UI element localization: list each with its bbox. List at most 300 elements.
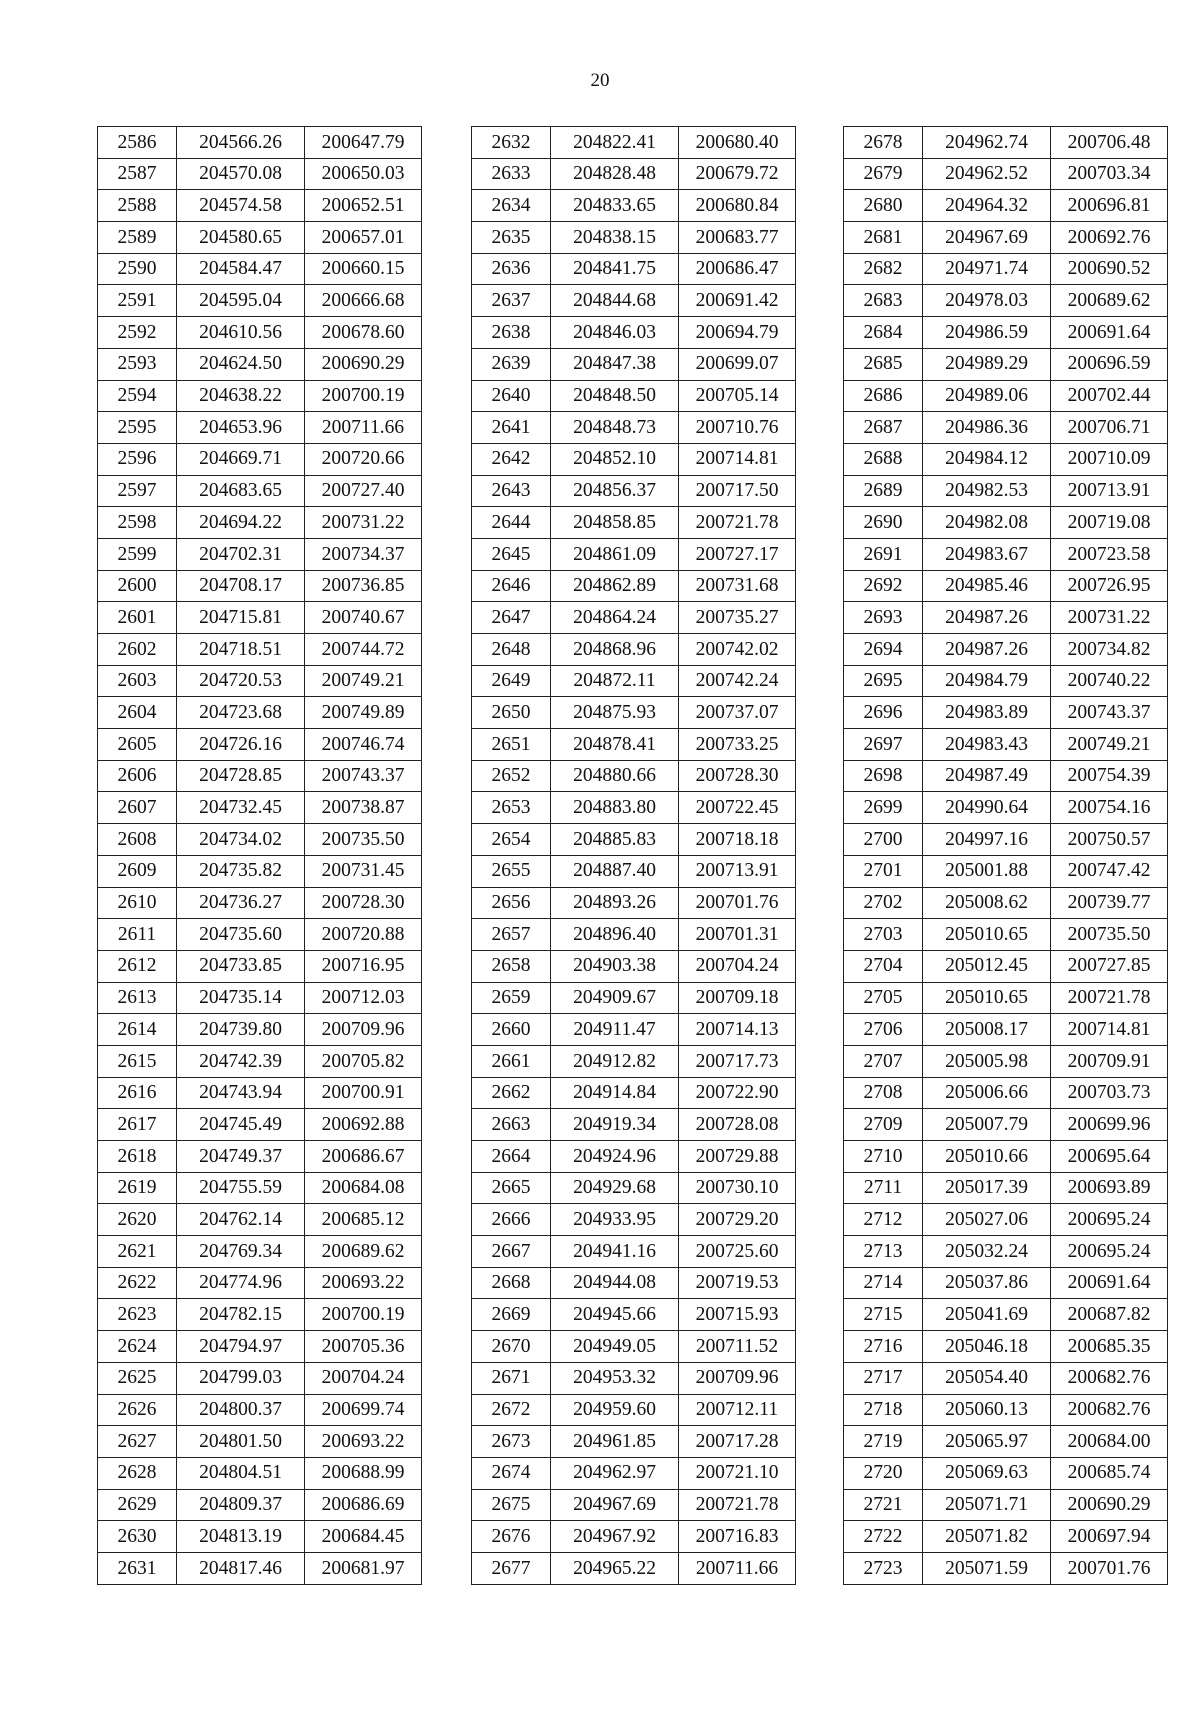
- table-row: [472, 1077, 796, 1109]
- table-row: [844, 190, 1168, 222]
- point-number-cell: 2606: [98, 760, 177, 792]
- x-coordinate-cell: 204896.40: [551, 919, 679, 951]
- y-coordinate-cell: 200705.36: [305, 1331, 422, 1363]
- point-number-cell: 2672: [472, 1394, 551, 1426]
- point-number-cell: 2641: [472, 412, 551, 444]
- y-coordinate-cell: 200719.53: [679, 1267, 796, 1299]
- x-coordinate-cell: 204953.32: [551, 1362, 679, 1394]
- y-coordinate-cell: 200731.45: [305, 855, 422, 887]
- table-row: [844, 982, 1168, 1014]
- x-coordinate-cell: 204964.32: [923, 190, 1051, 222]
- y-coordinate-cell: 200714.81: [1051, 1014, 1168, 1046]
- point-number-cell: 2614: [98, 1014, 177, 1046]
- table-row: [98, 1172, 422, 1204]
- table-row: [98, 253, 422, 285]
- x-coordinate-cell: 204983.89: [923, 697, 1051, 729]
- x-coordinate-cell: 204933.95: [551, 1204, 679, 1236]
- y-coordinate-cell: 200704.24: [679, 950, 796, 982]
- table-row: [98, 919, 422, 951]
- point-number-cell: 2604: [98, 697, 177, 729]
- table-row: [98, 887, 422, 919]
- table-row: [98, 475, 422, 507]
- x-coordinate-cell: 204846.03: [551, 317, 679, 349]
- table-row: [98, 1331, 422, 1363]
- x-coordinate-cell: 204799.03: [177, 1362, 305, 1394]
- x-coordinate-cell: 204800.37: [177, 1394, 305, 1426]
- x-coordinate-cell: 204735.82: [177, 855, 305, 887]
- x-coordinate-cell: 204982.53: [923, 475, 1051, 507]
- point-number-cell: 2643: [472, 475, 551, 507]
- point-number-cell: 2656: [472, 887, 551, 919]
- point-number-cell: 2692: [844, 570, 923, 602]
- y-coordinate-cell: 200720.88: [305, 919, 422, 951]
- y-coordinate-cell: 200705.82: [305, 1045, 422, 1077]
- x-coordinate-cell: 205005.98: [923, 1045, 1051, 1077]
- x-coordinate-cell: 204624.50: [177, 348, 305, 380]
- y-coordinate-cell: 200719.08: [1051, 507, 1168, 539]
- table-row: [844, 950, 1168, 982]
- x-coordinate-cell: 204893.26: [551, 887, 679, 919]
- x-coordinate-cell: 204828.48: [551, 158, 679, 190]
- table-row: [472, 729, 796, 761]
- point-number-cell: 2631: [98, 1552, 177, 1584]
- table-row: [98, 1299, 422, 1331]
- y-coordinate-cell: 200716.95: [305, 950, 422, 982]
- y-coordinate-cell: 200711.66: [305, 412, 422, 444]
- table-row: [844, 317, 1168, 349]
- y-coordinate-cell: 200689.62: [1051, 285, 1168, 317]
- y-coordinate-cell: 200735.50: [305, 824, 422, 856]
- y-coordinate-cell: 200727.85: [1051, 950, 1168, 982]
- point-number-cell: 2659: [472, 982, 551, 1014]
- point-number-cell: 2625: [98, 1362, 177, 1394]
- y-coordinate-cell: 200725.60: [679, 1236, 796, 1268]
- x-coordinate-cell: 204967.92: [551, 1521, 679, 1553]
- y-coordinate-cell: 200709.96: [679, 1362, 796, 1394]
- point-number-cell: 2652: [472, 760, 551, 792]
- table-row: [844, 507, 1168, 539]
- y-coordinate-cell: 200734.82: [1051, 634, 1168, 666]
- point-number-cell: 2669: [472, 1299, 551, 1331]
- x-coordinate-cell: 204962.74: [923, 127, 1051, 159]
- y-coordinate-cell: 200722.45: [679, 792, 796, 824]
- y-coordinate-cell: 200692.88: [305, 1109, 422, 1141]
- x-coordinate-cell: 205071.82: [923, 1521, 1051, 1553]
- table-row: [844, 127, 1168, 159]
- point-number-cell: 2642: [472, 443, 551, 475]
- x-coordinate-cell: 204844.68: [551, 285, 679, 317]
- x-coordinate-cell: 204848.50: [551, 380, 679, 412]
- x-coordinate-cell: 204774.96: [177, 1267, 305, 1299]
- table-row: [844, 158, 1168, 190]
- point-number-cell: 2664: [472, 1141, 551, 1173]
- x-coordinate-cell: 204610.56: [177, 317, 305, 349]
- point-number-cell: 2685: [844, 348, 923, 380]
- table-row: [844, 665, 1168, 697]
- y-coordinate-cell: 200730.10: [679, 1172, 796, 1204]
- point-number-cell: 2653: [472, 792, 551, 824]
- table-row: [98, 1141, 422, 1173]
- y-coordinate-cell: 200742.02: [679, 634, 796, 666]
- table-row: [472, 1521, 796, 1553]
- y-coordinate-cell: 200680.40: [679, 127, 796, 159]
- point-number-cell: 2719: [844, 1426, 923, 1458]
- y-coordinate-cell: 200742.24: [679, 665, 796, 697]
- table-row: [98, 950, 422, 982]
- x-coordinate-cell: 204872.11: [551, 665, 679, 697]
- y-coordinate-cell: 200721.78: [679, 507, 796, 539]
- y-coordinate-cell: 200683.77: [679, 222, 796, 254]
- y-coordinate-cell: 200716.83: [679, 1521, 796, 1553]
- x-coordinate-cell: 204736.27: [177, 887, 305, 919]
- y-coordinate-cell: 200743.37: [1051, 697, 1168, 729]
- x-coordinate-cell: 204574.58: [177, 190, 305, 222]
- point-number-cell: 2597: [98, 475, 177, 507]
- x-coordinate-cell: 204919.34: [551, 1109, 679, 1141]
- point-number-cell: 2699: [844, 792, 923, 824]
- x-coordinate-cell: 204914.84: [551, 1077, 679, 1109]
- table-row: [472, 982, 796, 1014]
- x-coordinate-cell: 204809.37: [177, 1489, 305, 1521]
- point-number-cell: 2681: [844, 222, 923, 254]
- point-number-cell: 2715: [844, 1299, 923, 1331]
- x-coordinate-cell: 204847.38: [551, 348, 679, 380]
- y-coordinate-cell: 200678.60: [305, 317, 422, 349]
- y-coordinate-cell: 200714.81: [679, 443, 796, 475]
- table-row: [844, 1141, 1168, 1173]
- table-body: [472, 127, 796, 1585]
- x-coordinate-cell: 204903.38: [551, 950, 679, 982]
- point-number-cell: 2608: [98, 824, 177, 856]
- table-row: [844, 602, 1168, 634]
- x-coordinate-cell: 204848.73: [551, 412, 679, 444]
- x-coordinate-cell: 205010.65: [923, 982, 1051, 1014]
- y-coordinate-cell: 200703.73: [1051, 1077, 1168, 1109]
- point-number-cell: 2639: [472, 348, 551, 380]
- x-coordinate-cell: 204987.26: [923, 634, 1051, 666]
- y-coordinate-cell: 200727.40: [305, 475, 422, 507]
- point-number-cell: 2595: [98, 412, 177, 444]
- point-number-cell: 2654: [472, 824, 551, 856]
- x-coordinate-cell: 204997.16: [923, 824, 1051, 856]
- y-coordinate-cell: 200746.74: [305, 729, 422, 761]
- y-coordinate-cell: 200700.19: [305, 380, 422, 412]
- x-coordinate-cell: 204878.41: [551, 729, 679, 761]
- point-number-cell: 2683: [844, 285, 923, 317]
- table-row: [472, 919, 796, 951]
- table-row: [472, 1457, 796, 1489]
- table-row: [472, 190, 796, 222]
- y-coordinate-cell: 200688.99: [305, 1457, 422, 1489]
- y-coordinate-cell: 200754.16: [1051, 792, 1168, 824]
- point-number-cell: 2623: [98, 1299, 177, 1331]
- point-number-cell: 2696: [844, 697, 923, 729]
- x-coordinate-cell: 204962.97: [551, 1457, 679, 1489]
- point-number-cell: 2619: [98, 1172, 177, 1204]
- y-coordinate-cell: 200692.76: [1051, 222, 1168, 254]
- table-row: [98, 665, 422, 697]
- x-coordinate-cell: 204862.89: [551, 570, 679, 602]
- point-number-cell: 2668: [472, 1267, 551, 1299]
- point-number-cell: 2713: [844, 1236, 923, 1268]
- point-number-cell: 2617: [98, 1109, 177, 1141]
- point-number-cell: 2629: [98, 1489, 177, 1521]
- point-number-cell: 2600: [98, 570, 177, 602]
- table-row: [98, 348, 422, 380]
- table-row: [98, 634, 422, 666]
- y-coordinate-cell: 200721.78: [679, 1489, 796, 1521]
- x-coordinate-cell: 204944.08: [551, 1267, 679, 1299]
- x-coordinate-cell: 204794.97: [177, 1331, 305, 1363]
- table-row: [844, 380, 1168, 412]
- table-row: [844, 1552, 1168, 1584]
- y-coordinate-cell: 200728.30: [305, 887, 422, 919]
- point-number-cell: 2689: [844, 475, 923, 507]
- point-number-cell: 2662: [472, 1077, 551, 1109]
- x-coordinate-cell: 204749.37: [177, 1141, 305, 1173]
- point-number-cell: 2686: [844, 380, 923, 412]
- point-number-cell: 2663: [472, 1109, 551, 1141]
- x-coordinate-cell: 204883.80: [551, 792, 679, 824]
- table-row: [844, 222, 1168, 254]
- x-coordinate-cell: 204987.26: [923, 602, 1051, 634]
- y-coordinate-cell: 200735.50: [1051, 919, 1168, 951]
- table-row: [472, 317, 796, 349]
- table-row: [472, 855, 796, 887]
- point-number-cell: 2700: [844, 824, 923, 856]
- x-coordinate-cell: 204864.24: [551, 602, 679, 634]
- table-row: [844, 887, 1168, 919]
- point-number-cell: 2638: [472, 317, 551, 349]
- y-coordinate-cell: 200731.22: [1051, 602, 1168, 634]
- table-row: [98, 222, 422, 254]
- point-number-cell: 2605: [98, 729, 177, 761]
- y-coordinate-cell: 200750.57: [1051, 824, 1168, 856]
- x-coordinate-cell: 204909.67: [551, 982, 679, 1014]
- point-number-cell: 2678: [844, 127, 923, 159]
- x-coordinate-cell: 204734.02: [177, 824, 305, 856]
- table-row: [472, 792, 796, 824]
- table-row: [472, 412, 796, 444]
- table-row: [472, 1109, 796, 1141]
- point-number-cell: 2722: [844, 1521, 923, 1553]
- point-number-cell: 2644: [472, 507, 551, 539]
- x-coordinate-cell: 204852.10: [551, 443, 679, 475]
- y-coordinate-cell: 200657.01: [305, 222, 422, 254]
- y-coordinate-cell: 200749.89: [305, 697, 422, 729]
- table-row: [472, 285, 796, 317]
- table-row: [472, 158, 796, 190]
- x-coordinate-cell: 204732.45: [177, 792, 305, 824]
- y-coordinate-cell: 200743.37: [305, 760, 422, 792]
- coordinate-table: [843, 126, 1168, 1585]
- x-coordinate-cell: 204967.69: [551, 1489, 679, 1521]
- table-row: [472, 1267, 796, 1299]
- point-number-cell: 2628: [98, 1457, 177, 1489]
- table-row: [472, 887, 796, 919]
- table-row: [98, 1457, 422, 1489]
- y-coordinate-cell: 200693.22: [305, 1426, 422, 1458]
- y-coordinate-cell: 200691.42: [679, 285, 796, 317]
- y-coordinate-cell: 200717.50: [679, 475, 796, 507]
- y-coordinate-cell: 200685.12: [305, 1204, 422, 1236]
- x-coordinate-cell: 204861.09: [551, 538, 679, 570]
- table-row: [472, 127, 796, 159]
- y-coordinate-cell: 200731.22: [305, 507, 422, 539]
- point-number-cell: 2587: [98, 158, 177, 190]
- table-row: [472, 1172, 796, 1204]
- point-number-cell: 2704: [844, 950, 923, 982]
- y-coordinate-cell: 200699.96: [1051, 1109, 1168, 1141]
- y-coordinate-cell: 200700.19: [305, 1299, 422, 1331]
- table-row: [98, 760, 422, 792]
- y-coordinate-cell: 200705.14: [679, 380, 796, 412]
- table-row: [98, 1552, 422, 1584]
- point-number-cell: 2708: [844, 1077, 923, 1109]
- x-coordinate-cell: 205065.97: [923, 1426, 1051, 1458]
- x-coordinate-cell: 204735.60: [177, 919, 305, 951]
- x-coordinate-cell: 204959.60: [551, 1394, 679, 1426]
- point-number-cell: 2697: [844, 729, 923, 761]
- point-number-cell: 2627: [98, 1426, 177, 1458]
- table-row: [472, 475, 796, 507]
- table-row: [844, 760, 1168, 792]
- point-number-cell: 2635: [472, 222, 551, 254]
- x-coordinate-cell: 204911.47: [551, 1014, 679, 1046]
- point-number-cell: 2660: [472, 1014, 551, 1046]
- y-coordinate-cell: 200735.27: [679, 602, 796, 634]
- y-coordinate-cell: 200718.18: [679, 824, 796, 856]
- table-row: [98, 1077, 422, 1109]
- point-number-cell: 2645: [472, 538, 551, 570]
- point-number-cell: 2620: [98, 1204, 177, 1236]
- y-coordinate-cell: 200714.13: [679, 1014, 796, 1046]
- y-coordinate-cell: 200740.22: [1051, 665, 1168, 697]
- table-row: [98, 792, 422, 824]
- table-row: [472, 222, 796, 254]
- table-row: [844, 443, 1168, 475]
- point-number-cell: 2701: [844, 855, 923, 887]
- point-number-cell: 2688: [844, 443, 923, 475]
- table-row: [472, 380, 796, 412]
- point-number-cell: 2687: [844, 412, 923, 444]
- x-coordinate-cell: 204833.65: [551, 190, 679, 222]
- point-number-cell: 2702: [844, 887, 923, 919]
- y-coordinate-cell: 200737.07: [679, 697, 796, 729]
- point-number-cell: 2611: [98, 919, 177, 951]
- y-coordinate-cell: 200700.91: [305, 1077, 422, 1109]
- y-coordinate-cell: 200685.35: [1051, 1331, 1168, 1363]
- x-coordinate-cell: 204804.51: [177, 1457, 305, 1489]
- table-row: [98, 443, 422, 475]
- y-coordinate-cell: 200682.76: [1051, 1362, 1168, 1394]
- point-number-cell: 2622: [98, 1267, 177, 1299]
- y-coordinate-cell: 200722.90: [679, 1077, 796, 1109]
- point-number-cell: 2712: [844, 1204, 923, 1236]
- x-coordinate-cell: 205071.59: [923, 1552, 1051, 1584]
- table-row: [844, 1236, 1168, 1268]
- point-number-cell: 2591: [98, 285, 177, 317]
- x-coordinate-cell: 204885.83: [551, 824, 679, 856]
- point-number-cell: 2593: [98, 348, 177, 380]
- table-row: [98, 1267, 422, 1299]
- y-coordinate-cell: 200696.81: [1051, 190, 1168, 222]
- x-coordinate-cell: 204742.39: [177, 1045, 305, 1077]
- y-coordinate-cell: 200715.93: [679, 1299, 796, 1331]
- x-coordinate-cell: 204580.65: [177, 222, 305, 254]
- x-coordinate-cell: 204989.29: [923, 348, 1051, 380]
- point-number-cell: 2655: [472, 855, 551, 887]
- x-coordinate-cell: 204638.22: [177, 380, 305, 412]
- table-row: [844, 1014, 1168, 1046]
- point-number-cell: 2590: [98, 253, 177, 285]
- point-number-cell: 2592: [98, 317, 177, 349]
- point-number-cell: 2589: [98, 222, 177, 254]
- y-coordinate-cell: 200702.44: [1051, 380, 1168, 412]
- table-row: [472, 1045, 796, 1077]
- point-number-cell: 2661: [472, 1045, 551, 1077]
- table-row: [844, 729, 1168, 761]
- table-row: [98, 1204, 422, 1236]
- table-row: [472, 1014, 796, 1046]
- y-coordinate-cell: 200729.20: [679, 1204, 796, 1236]
- table-row: [472, 950, 796, 982]
- x-coordinate-cell: 204965.22: [551, 1552, 679, 1584]
- table-row: [98, 317, 422, 349]
- table-row: [98, 127, 422, 159]
- table-row: [844, 1172, 1168, 1204]
- table-row: [844, 1299, 1168, 1331]
- x-coordinate-cell: 204743.94: [177, 1077, 305, 1109]
- x-coordinate-cell: 204702.31: [177, 538, 305, 570]
- table-row: [472, 253, 796, 285]
- y-coordinate-cell: 200695.64: [1051, 1141, 1168, 1173]
- x-coordinate-cell: 204983.67: [923, 538, 1051, 570]
- point-number-cell: 2717: [844, 1362, 923, 1394]
- y-coordinate-cell: 200699.07: [679, 348, 796, 380]
- x-coordinate-cell: 204868.96: [551, 634, 679, 666]
- point-number-cell: 2658: [472, 950, 551, 982]
- y-coordinate-cell: 200694.79: [679, 317, 796, 349]
- table-row: [472, 443, 796, 475]
- point-number-cell: 2706: [844, 1014, 923, 1046]
- table-row: [844, 855, 1168, 887]
- table-row: [472, 1426, 796, 1458]
- table-row: [844, 919, 1168, 951]
- x-coordinate-cell: 204769.34: [177, 1236, 305, 1268]
- y-coordinate-cell: 200749.21: [1051, 729, 1168, 761]
- x-coordinate-cell: 204961.85: [551, 1426, 679, 1458]
- y-coordinate-cell: 200711.66: [679, 1552, 796, 1584]
- x-coordinate-cell: 204838.15: [551, 222, 679, 254]
- y-coordinate-cell: 200713.91: [1051, 475, 1168, 507]
- point-number-cell: 2703: [844, 919, 923, 951]
- point-number-cell: 2679: [844, 158, 923, 190]
- table-row: [98, 412, 422, 444]
- point-number-cell: 2675: [472, 1489, 551, 1521]
- y-coordinate-cell: 200701.76: [1051, 1552, 1168, 1584]
- x-coordinate-cell: 204720.53: [177, 665, 305, 697]
- table-row: [472, 665, 796, 697]
- x-coordinate-cell: 204945.66: [551, 1299, 679, 1331]
- table-row: [98, 982, 422, 1014]
- table-row: [98, 570, 422, 602]
- point-number-cell: 2698: [844, 760, 923, 792]
- table-row: [98, 190, 422, 222]
- y-coordinate-cell: 200717.28: [679, 1426, 796, 1458]
- y-coordinate-cell: 200697.94: [1051, 1521, 1168, 1553]
- point-number-cell: 2610: [98, 887, 177, 919]
